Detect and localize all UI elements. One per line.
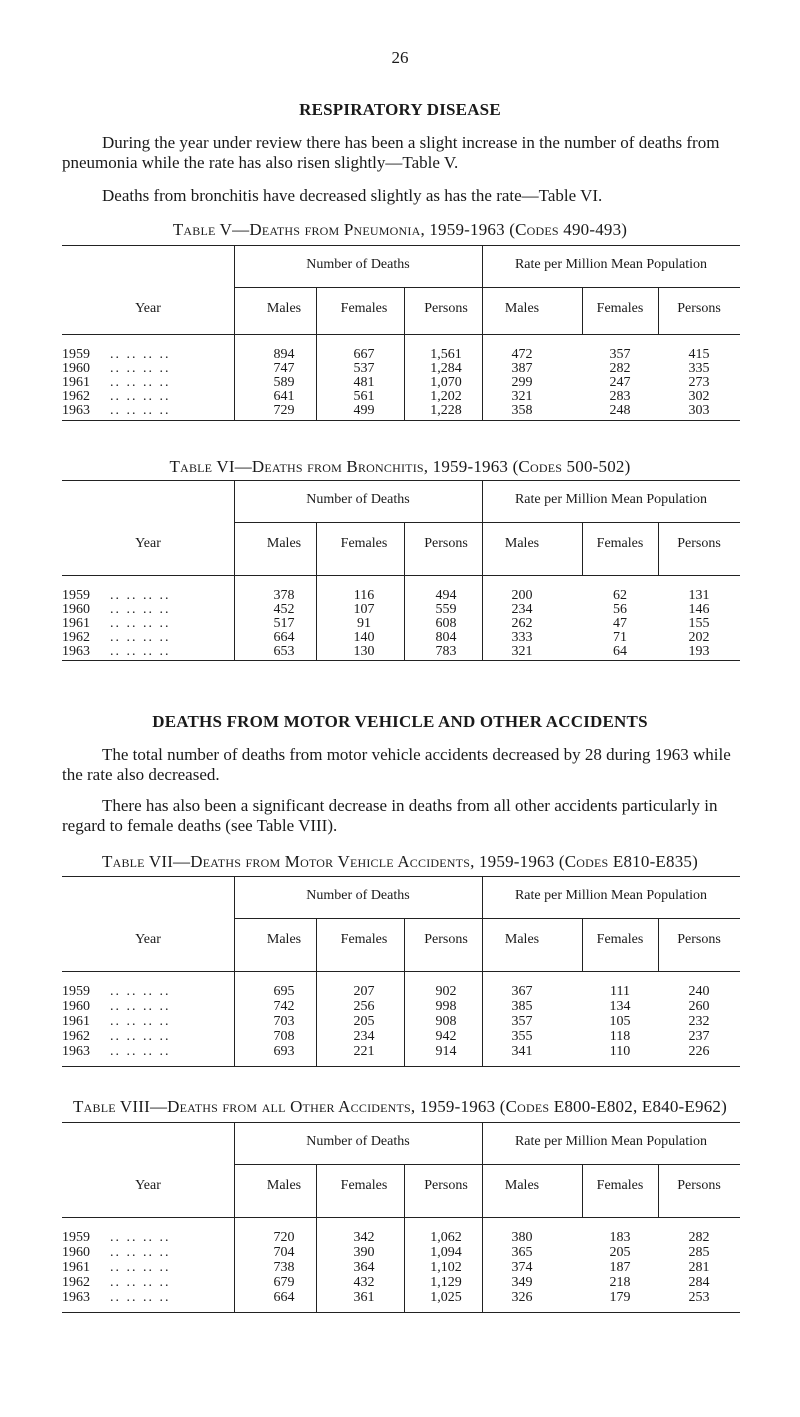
column-header-persons: Persons bbox=[677, 301, 721, 316]
dot-leader: .. .. .. .. bbox=[110, 616, 171, 631]
cell-value: 499 bbox=[353, 403, 375, 418]
cell-value: 205 bbox=[609, 1245, 631, 1260]
table-row bbox=[62, 1275, 740, 1290]
cell-value: 537 bbox=[353, 361, 375, 376]
table-row bbox=[62, 984, 740, 999]
row-year: 1962 bbox=[62, 389, 90, 404]
dot-leader: .. .. .. .. bbox=[110, 1245, 171, 1260]
table-top-rule bbox=[62, 245, 740, 246]
cell-value: 747 bbox=[273, 361, 295, 376]
cell-value: 282 bbox=[688, 1230, 710, 1245]
table-row bbox=[62, 1230, 740, 1245]
cell-value: 364 bbox=[353, 1260, 375, 1275]
row-year: 1959 bbox=[62, 588, 90, 603]
respiratory-heading: RESPIRATORY DISEASE bbox=[299, 100, 501, 119]
row-year: 1963 bbox=[62, 403, 90, 418]
row-year: 1963 bbox=[62, 1290, 90, 1305]
cell-value: 187 bbox=[609, 1260, 631, 1275]
table-bottom-rule bbox=[62, 1066, 740, 1067]
number-of-deaths-header: Number of Deaths bbox=[306, 257, 410, 272]
column-header-persons: Persons bbox=[677, 536, 721, 551]
cell-value: 179 bbox=[609, 1290, 631, 1305]
dot-leader: .. .. .. .. bbox=[110, 999, 171, 1014]
dot-leader: .. .. .. .. bbox=[110, 630, 171, 645]
row-year: 1960 bbox=[62, 999, 90, 1014]
row-year: 1960 bbox=[62, 602, 90, 617]
cell-value: 200 bbox=[511, 588, 533, 603]
cell-value: 273 bbox=[688, 375, 710, 390]
column-header-males: Males bbox=[266, 301, 302, 316]
column-header-females: Females bbox=[340, 932, 388, 947]
cell-value: 341 bbox=[511, 1044, 533, 1059]
cell-value: 559 bbox=[435, 602, 457, 617]
accidents-heading: DEATHS FROM MOTOR VEHICLE AND OTHER ACCIDENTS bbox=[152, 712, 648, 731]
column-header-persons: Persons bbox=[677, 1178, 721, 1193]
table-6-caption: Table VI—Deaths from Bronchitis, 1959-1963 (Codes 500-502) bbox=[169, 457, 631, 476]
cell-value: 237 bbox=[688, 1029, 710, 1044]
table-7-motor-vehicle-accidents bbox=[62, 876, 740, 1066]
column-header-males: Males bbox=[266, 932, 302, 947]
cell-value: 361 bbox=[353, 1290, 375, 1305]
number-of-deaths-header: Number of Deaths bbox=[306, 492, 410, 507]
cell-value: 321 bbox=[511, 389, 533, 404]
rate-per-million-header: Rate per Million Mean Population bbox=[514, 1134, 708, 1149]
cell-value: 260 bbox=[688, 999, 710, 1014]
cell-value: 704 bbox=[273, 1245, 295, 1260]
cell-value: 380 bbox=[511, 1230, 533, 1245]
cell-value: 131 bbox=[688, 588, 710, 603]
cell-value: 902 bbox=[435, 984, 457, 999]
table-5-pneumonia bbox=[62, 245, 740, 420]
cell-value: 234 bbox=[353, 1029, 375, 1044]
table-row bbox=[62, 1014, 740, 1029]
row-year: 1962 bbox=[62, 1029, 90, 1044]
row-year: 1963 bbox=[62, 1044, 90, 1059]
cell-value: 1,129 bbox=[430, 1275, 462, 1290]
cell-value: 303 bbox=[688, 403, 710, 418]
column-header-females: Females bbox=[596, 932, 644, 947]
table-row bbox=[62, 616, 740, 631]
cell-value: 134 bbox=[609, 999, 631, 1014]
column-header-females: Females bbox=[340, 536, 388, 551]
dot-leader: .. .. .. .. bbox=[110, 602, 171, 617]
cell-value: 804 bbox=[435, 630, 457, 645]
cell-value: 693 bbox=[273, 1044, 295, 1059]
row-year: 1961 bbox=[62, 1014, 90, 1029]
cell-value: 390 bbox=[353, 1245, 375, 1260]
cell-value: 695 bbox=[273, 984, 295, 999]
cell-value: 1,561 bbox=[430, 347, 462, 362]
table-row bbox=[62, 361, 740, 376]
cell-value: 1,228 bbox=[430, 403, 462, 418]
column-header-females: Females bbox=[340, 1178, 388, 1193]
table-row bbox=[62, 644, 740, 659]
cell-value: 207 bbox=[353, 984, 375, 999]
cell-value: 942 bbox=[435, 1029, 457, 1044]
cell-value: 998 bbox=[435, 999, 457, 1014]
cell-value: 202 bbox=[688, 630, 710, 645]
cell-value: 321 bbox=[511, 644, 533, 659]
cell-value: 374 bbox=[511, 1260, 533, 1275]
cell-value: 1,102 bbox=[430, 1260, 462, 1275]
column-header-males: Males bbox=[266, 536, 302, 551]
header-group-rule bbox=[234, 918, 740, 919]
column-header-males: Males bbox=[504, 932, 540, 947]
dot-leader: .. .. .. .. bbox=[110, 644, 171, 659]
respiratory-paragraph-2: Deaths from bronchitis have decreased slightly as has the rate—Table VI. bbox=[102, 186, 603, 205]
dot-leader: .. .. .. .. bbox=[110, 984, 171, 999]
cell-value: 357 bbox=[609, 347, 631, 362]
column-header-persons: Persons bbox=[677, 932, 721, 947]
table-row bbox=[62, 1260, 740, 1275]
cell-value: 183 bbox=[609, 1230, 631, 1245]
accidents-paragraph-2: There has also been a significant decrease in deaths from all other accidents particularly in regard to female deaths (see Table VIII). bbox=[62, 796, 718, 835]
cell-value: 111 bbox=[610, 984, 630, 999]
cell-value: 282 bbox=[609, 361, 631, 376]
cell-value: 335 bbox=[688, 361, 710, 376]
cell-value: 908 bbox=[435, 1014, 457, 1029]
header-bottom-rule bbox=[62, 575, 740, 576]
cell-value: 140 bbox=[353, 630, 375, 645]
dot-leader: .. .. .. .. bbox=[110, 1275, 171, 1290]
dot-leader: .. .. .. .. bbox=[110, 361, 171, 376]
column-header-persons: Persons bbox=[424, 301, 468, 316]
table-row bbox=[62, 999, 740, 1014]
table-row bbox=[62, 630, 740, 645]
row-year: 1961 bbox=[62, 375, 90, 390]
row-year: 1962 bbox=[62, 1275, 90, 1290]
cell-value: 226 bbox=[688, 1044, 710, 1059]
cell-value: 365 bbox=[511, 1245, 533, 1260]
cell-value: 105 bbox=[609, 1014, 631, 1029]
number-of-deaths-header: Number of Deaths bbox=[306, 1134, 410, 1149]
table-top-rule bbox=[62, 480, 740, 481]
table-5-caption: Table V—Deaths from Pneumonia, 1959-1963 (Codes 490-493) bbox=[172, 220, 628, 239]
dot-leader: .. .. .. .. bbox=[110, 403, 171, 418]
cell-value: 342 bbox=[353, 1230, 375, 1245]
cell-value: 667 bbox=[353, 347, 375, 362]
column-header-persons: Persons bbox=[424, 932, 468, 947]
cell-value: 367 bbox=[511, 984, 533, 999]
cell-value: 333 bbox=[511, 630, 533, 645]
column-header-males: Males bbox=[266, 1178, 302, 1193]
dot-leader: .. .. .. .. bbox=[110, 375, 171, 390]
table-row bbox=[62, 602, 740, 617]
cell-value: 738 bbox=[273, 1260, 295, 1275]
cell-value: 146 bbox=[688, 602, 710, 617]
row-year: 1961 bbox=[62, 1260, 90, 1275]
table-bottom-rule bbox=[62, 660, 740, 661]
column-header-females: Females bbox=[340, 301, 388, 316]
cell-value: 91 bbox=[357, 616, 371, 631]
cell-value: 71 bbox=[613, 630, 627, 645]
dot-leader: .. .. .. .. bbox=[110, 1014, 171, 1029]
cell-value: 349 bbox=[511, 1275, 533, 1290]
column-header-males: Males bbox=[504, 301, 540, 316]
cell-value: 247 bbox=[609, 375, 631, 390]
cell-value: 110 bbox=[609, 1044, 631, 1059]
cell-value: 641 bbox=[273, 389, 295, 404]
cell-value: 248 bbox=[609, 403, 631, 418]
column-header-females: Females bbox=[596, 536, 644, 551]
table-row bbox=[62, 389, 740, 404]
page-number: 26 bbox=[391, 48, 409, 67]
cell-value: 432 bbox=[353, 1275, 375, 1290]
cell-value: 253 bbox=[688, 1290, 710, 1305]
header-group-rule bbox=[234, 287, 740, 288]
column-header-males: Males bbox=[504, 1178, 540, 1193]
table-8-caption: Table VIII—Deaths from all Other Accidents, 1959-1963 (Codes E800-E802, E840-E962) bbox=[73, 1097, 727, 1116]
cell-value: 155 bbox=[688, 616, 710, 631]
cell-value: 378 bbox=[273, 588, 295, 603]
accidents-paragraph-1: The total number of deaths from motor vehicle accidents decreased by 28 during 1963 while the rate also decreased. bbox=[62, 745, 731, 784]
year-header: Year bbox=[135, 301, 161, 316]
cell-value: 234 bbox=[511, 602, 533, 617]
row-year: 1959 bbox=[62, 1230, 90, 1245]
number-of-deaths-header: Number of Deaths bbox=[306, 888, 410, 903]
column-header-females: Females bbox=[596, 301, 644, 316]
cell-value: 1,202 bbox=[430, 389, 462, 404]
table-7-caption: Table VII—Deaths from Motor Vehicle Accidents, 1959-1963 (Codes E810-E835) bbox=[102, 852, 698, 871]
cell-value: 664 bbox=[273, 1290, 295, 1305]
cell-value: 729 bbox=[273, 403, 295, 418]
table-row bbox=[62, 588, 740, 603]
cell-value: 664 bbox=[273, 630, 295, 645]
cell-value: 262 bbox=[511, 616, 533, 631]
cell-value: 283 bbox=[609, 389, 631, 404]
cell-value: 517 bbox=[273, 616, 295, 631]
row-year: 1960 bbox=[62, 361, 90, 376]
header-bottom-rule bbox=[62, 334, 740, 335]
cell-value: 1,094 bbox=[430, 1245, 462, 1260]
table-row bbox=[62, 1245, 740, 1260]
table-row bbox=[62, 403, 740, 418]
cell-value: 284 bbox=[688, 1275, 710, 1290]
cell-value: 653 bbox=[273, 644, 295, 659]
header-group-rule bbox=[234, 522, 740, 523]
row-year: 1962 bbox=[62, 630, 90, 645]
column-header-females: Females bbox=[596, 1178, 644, 1193]
cell-value: 452 bbox=[273, 602, 295, 617]
cell-value: 608 bbox=[435, 616, 457, 631]
column-header-persons: Persons bbox=[424, 1178, 468, 1193]
table-bottom-rule bbox=[62, 1312, 740, 1313]
cell-value: 302 bbox=[688, 389, 710, 404]
table-6-bronchitis bbox=[62, 480, 740, 660]
cell-value: 116 bbox=[353, 588, 375, 603]
cell-value: 1,025 bbox=[430, 1290, 462, 1305]
dot-leader: .. .. .. .. bbox=[110, 1260, 171, 1275]
cell-value: 783 bbox=[435, 644, 457, 659]
cell-value: 240 bbox=[688, 984, 710, 999]
respiratory-paragraph-1: During the year under review there has been a slight increase in the number of deaths from pneumonia while the rate has also risen slightly—Table V. bbox=[62, 133, 720, 172]
year-header: Year bbox=[135, 932, 161, 947]
row-year: 1959 bbox=[62, 347, 90, 362]
cell-value: 742 bbox=[273, 999, 295, 1014]
year-header: Year bbox=[135, 536, 161, 551]
cell-value: 47 bbox=[613, 616, 627, 631]
cell-value: 481 bbox=[353, 375, 375, 390]
cell-value: 285 bbox=[688, 1245, 710, 1260]
dot-leader: .. .. .. .. bbox=[110, 1230, 171, 1245]
table-row bbox=[62, 347, 740, 362]
table-row bbox=[62, 1029, 740, 1044]
cell-value: 494 bbox=[435, 588, 457, 603]
table-8-other-accidents bbox=[62, 1122, 740, 1312]
row-year: 1961 bbox=[62, 616, 90, 631]
dot-leader: .. .. .. .. bbox=[110, 1044, 171, 1059]
cell-value: 355 bbox=[511, 1029, 533, 1044]
dot-leader: .. .. .. .. bbox=[110, 1290, 171, 1305]
cell-value: 561 bbox=[353, 389, 375, 404]
cell-value: 385 bbox=[511, 999, 533, 1014]
table-row bbox=[62, 1290, 740, 1305]
row-year: 1960 bbox=[62, 1245, 90, 1260]
cell-value: 62 bbox=[613, 588, 627, 603]
cell-value: 326 bbox=[511, 1290, 533, 1305]
cell-value: 703 bbox=[273, 1014, 295, 1029]
cell-value: 387 bbox=[511, 361, 533, 376]
header-bottom-rule bbox=[62, 1217, 740, 1218]
cell-value: 1,062 bbox=[430, 1230, 462, 1245]
rate-per-million-header: Rate per Million Mean Population bbox=[514, 492, 708, 507]
cell-value: 118 bbox=[609, 1029, 631, 1044]
cell-value: 232 bbox=[688, 1014, 710, 1029]
cell-value: 357 bbox=[511, 1014, 533, 1029]
cell-value: 914 bbox=[435, 1044, 457, 1059]
cell-value: 64 bbox=[613, 644, 627, 659]
cell-value: 281 bbox=[688, 1260, 710, 1275]
column-header-males: Males bbox=[504, 536, 540, 551]
cell-value: 894 bbox=[273, 347, 295, 362]
cell-value: 56 bbox=[613, 602, 627, 617]
cell-value: 193 bbox=[688, 644, 710, 659]
column-header-persons: Persons bbox=[424, 536, 468, 551]
rate-per-million-header: Rate per Million Mean Population bbox=[514, 888, 708, 903]
cell-value: 130 bbox=[353, 644, 375, 659]
cell-value: 256 bbox=[353, 999, 375, 1014]
rate-per-million-header: Rate per Million Mean Population bbox=[514, 257, 708, 272]
dot-leader: .. .. .. .. bbox=[110, 347, 171, 362]
table-row bbox=[62, 1044, 740, 1059]
cell-value: 221 bbox=[353, 1044, 375, 1059]
cell-value: 1,070 bbox=[430, 375, 462, 390]
header-bottom-rule bbox=[62, 971, 740, 972]
dot-leader: .. .. .. .. bbox=[110, 389, 171, 404]
cell-value: 218 bbox=[609, 1275, 631, 1290]
cell-value: 358 bbox=[511, 403, 533, 418]
dot-leader: .. .. .. .. bbox=[110, 1029, 171, 1044]
row-year: 1963 bbox=[62, 644, 90, 659]
cell-value: 299 bbox=[511, 375, 533, 390]
header-group-rule bbox=[234, 1164, 740, 1165]
cell-value: 708 bbox=[273, 1029, 295, 1044]
cell-value: 589 bbox=[273, 375, 295, 390]
table-bottom-rule bbox=[62, 420, 740, 421]
cell-value: 107 bbox=[353, 602, 375, 617]
cell-value: 1,284 bbox=[430, 361, 462, 376]
cell-value: 415 bbox=[688, 347, 710, 362]
cell-value: 205 bbox=[353, 1014, 375, 1029]
cell-value: 679 bbox=[273, 1275, 295, 1290]
cell-value: 472 bbox=[511, 347, 533, 362]
table-top-rule bbox=[62, 1122, 740, 1123]
table-top-rule bbox=[62, 876, 740, 877]
table-row bbox=[62, 375, 740, 390]
cell-value: 720 bbox=[273, 1230, 295, 1245]
year-header: Year bbox=[135, 1178, 161, 1193]
dot-leader: .. .. .. .. bbox=[110, 588, 171, 603]
row-year: 1959 bbox=[62, 984, 90, 999]
